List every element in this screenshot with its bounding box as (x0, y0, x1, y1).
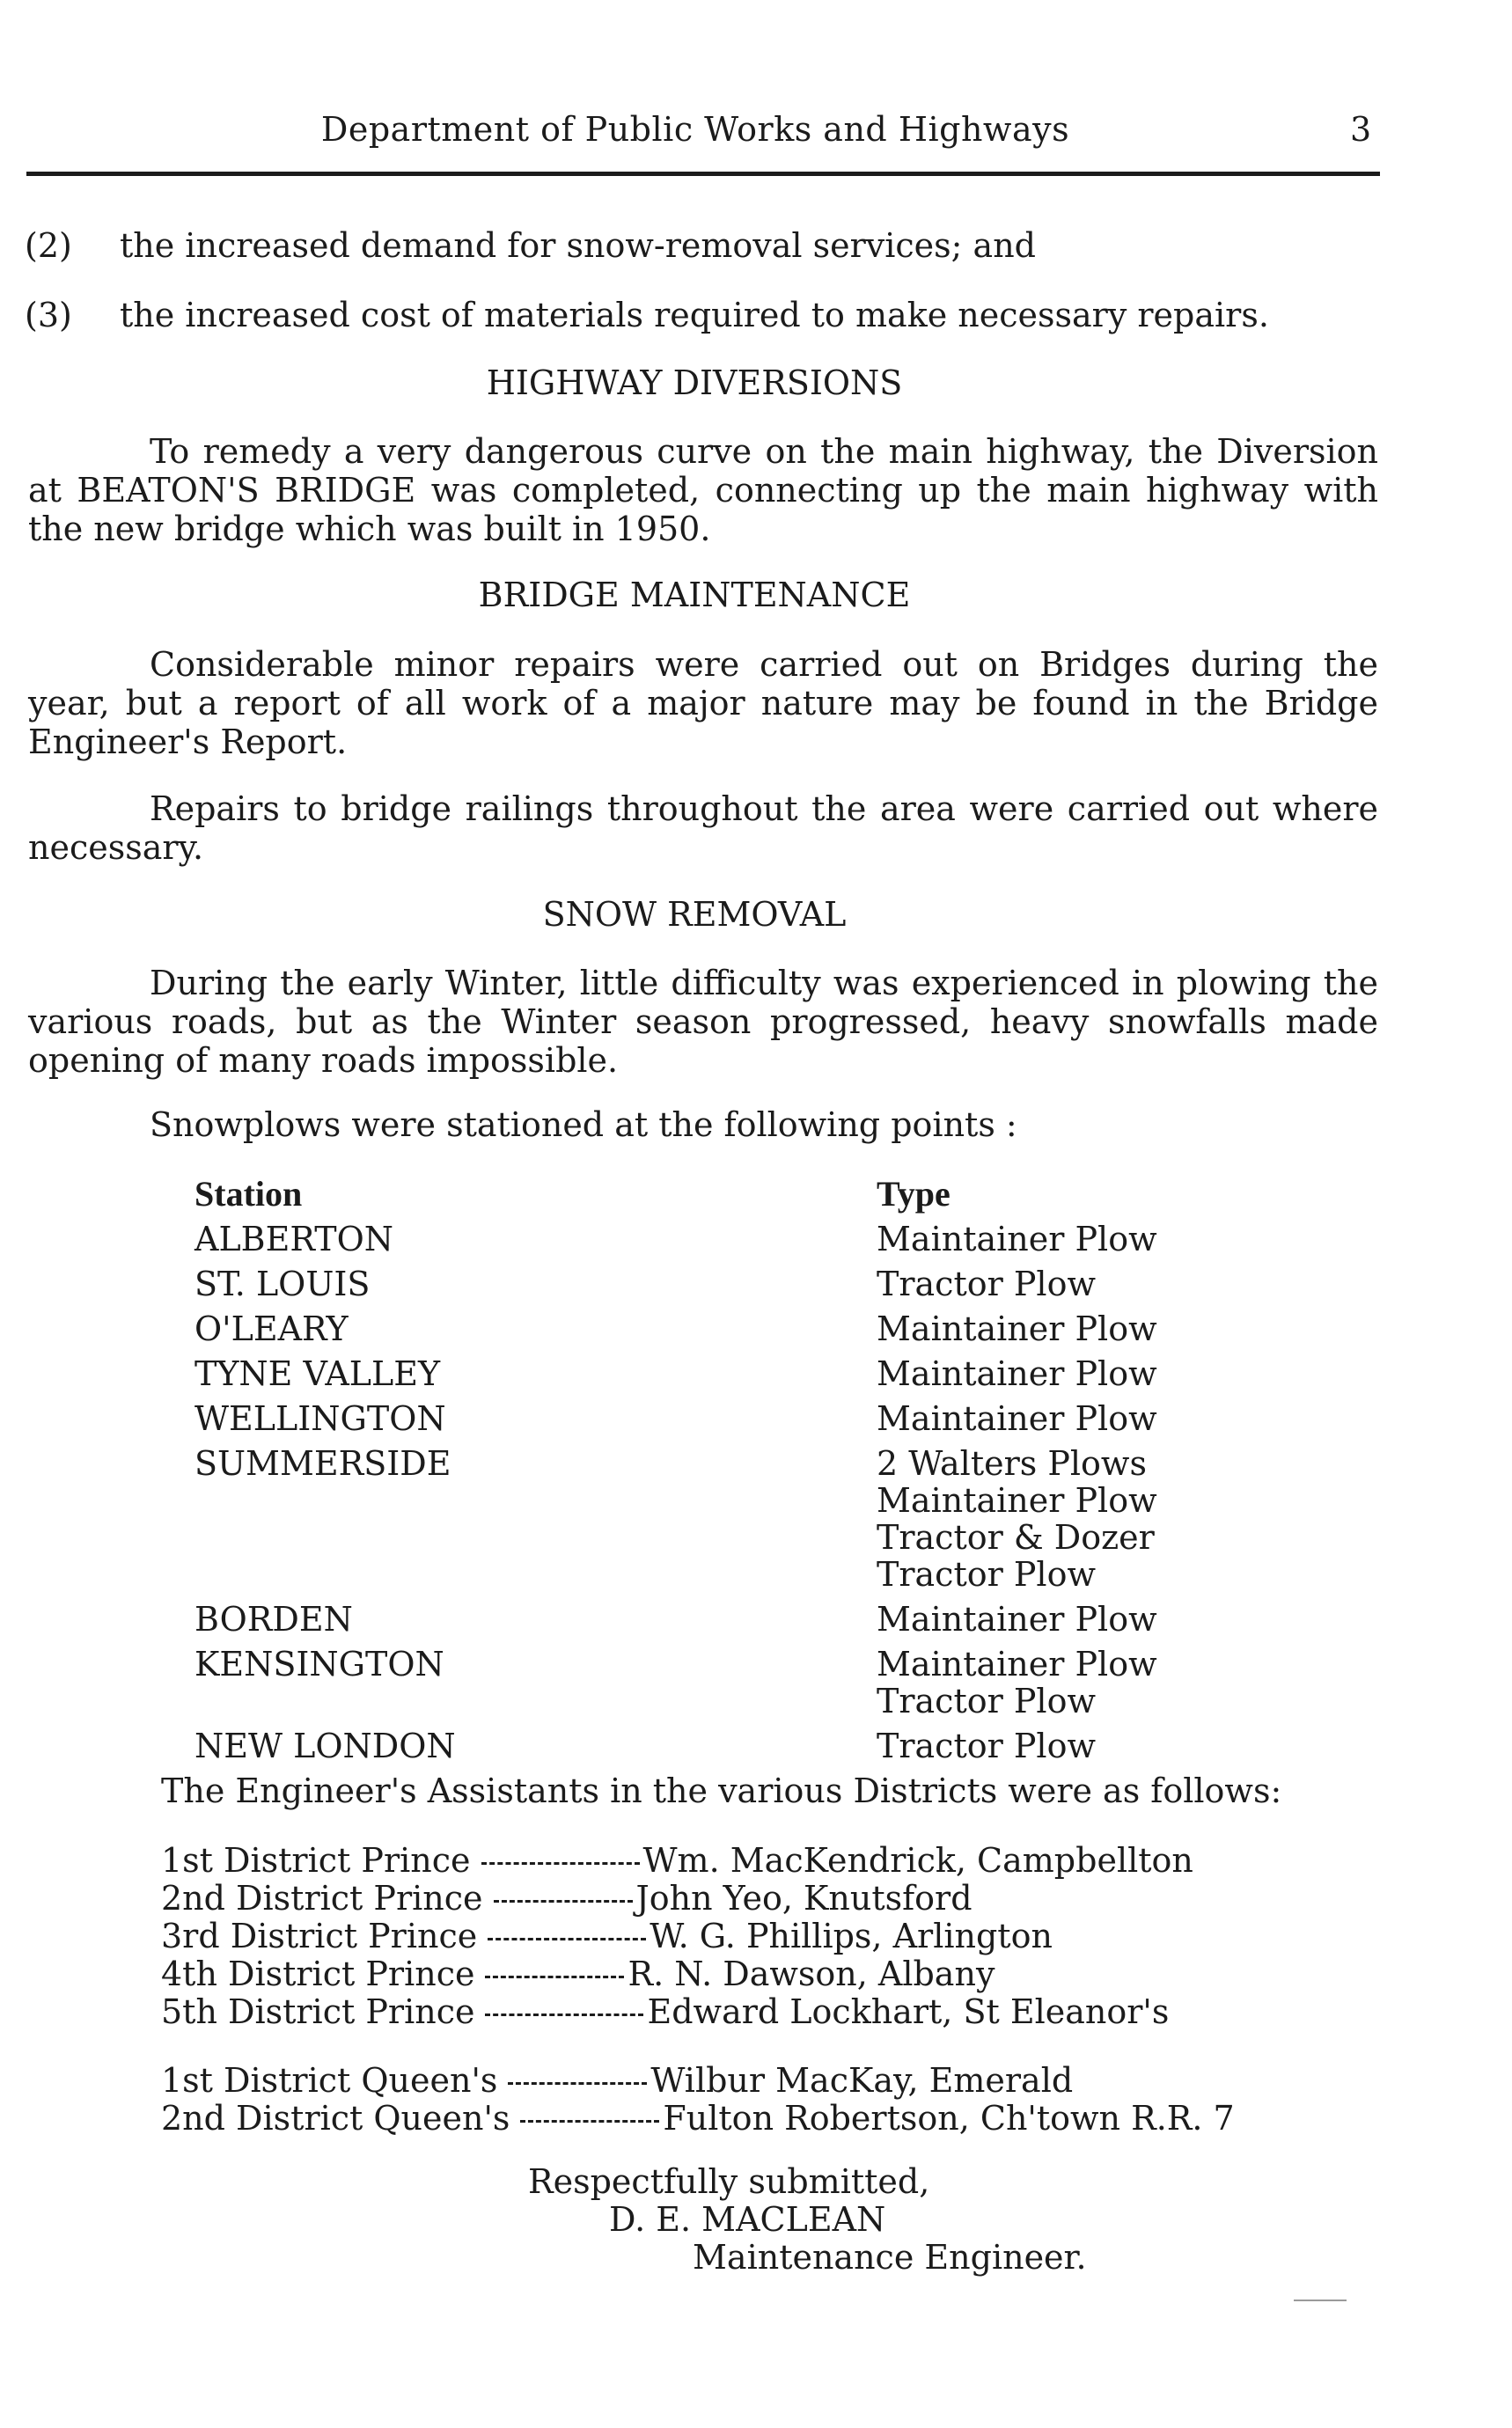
item-text: the increased cost of materials required to make necessary repairs. (120, 296, 1269, 334)
signer-title: Maintenance Engineer. (693, 2238, 1087, 2277)
district-name: 2nd District Queen's (161, 2099, 510, 2138)
assistants-intro: The Engineer's Assistants in the various Districts were as follows: (161, 1771, 1282, 1810)
leader-dots (488, 1938, 646, 1940)
type-cell: Maintainer Plow (877, 1645, 1157, 1683)
item-number: (3) (25, 296, 72, 334)
paragraph: To remedy a very dangerous curve on the main highway, the Diversion at BEATON'S BRIDGE was completed, connecting up the main highway with the new bridge which was built in 1950. (28, 432, 1378, 548)
signer-name: D. E. MACLEAN (609, 2200, 886, 2239)
type-cell: Tractor Plow (877, 1265, 1096, 1303)
leader-dots (485, 1976, 624, 1978)
column-header-station: Station (195, 1174, 303, 1214)
district-row (161, 1955, 995, 1993)
type-cell: Maintainer Plow (877, 1309, 1157, 1348)
station-cell: ST. LOUIS (195, 1265, 371, 1303)
paragraph: Repairs to bridge railings throughout the area were carried out where necessary. (28, 789, 1378, 867)
scan-mark (1294, 2300, 1347, 2301)
district-name: 2nd District Prince (161, 1879, 483, 1918)
assistant-name: W. G. Phillips, Arlington (650, 1917, 1053, 1955)
assistant-name: Fulton Robertson, Ch'town R.R. 7 (663, 2099, 1235, 2138)
station-cell: NEW LONDON (195, 1727, 456, 1765)
leader-dots (485, 2014, 643, 2016)
assistant-name: John Yeo, Knutsford (635, 1879, 973, 1918)
station-cell: BORDEN (195, 1600, 353, 1639)
leader-dots (508, 2082, 647, 2085)
paragraph: Snowplows were stationed at the following points : (150, 1105, 1017, 1144)
leader-dots (481, 1862, 640, 1865)
section-heading (0, 895, 1512, 934)
station-cell: KENSINGTON (195, 1645, 444, 1683)
type-cell: Tractor & Dozer (877, 1518, 1155, 1557)
closing-text: Respectfully submitted, (528, 2162, 930, 2201)
type-cell: Maintainer Plow (877, 1600, 1157, 1639)
type-cell: Tractor Plow (877, 1555, 1096, 1594)
assistant-name: Edward Lockhart, St Eleanor's (647, 1992, 1170, 2031)
type-cell: Tractor Plow (877, 1727, 1096, 1765)
paragraph: Considerable minor repairs were carried out on Bridges during the year, but a report of all work of a major nature may be found in the Bridge Engineer's Report. (28, 645, 1378, 761)
station-cell: O'LEARY (195, 1309, 349, 1348)
type-cell: 2 Walters Plows (877, 1444, 1147, 1483)
paragraph: During the early Winter, little difficulty was experienced in plowing the various roads, but as the Winter season progressed, heavy snowfalls made opening of many roads impossible. (28, 964, 1378, 1080)
district-name: 1st District Prince (161, 1841, 471, 1880)
assistant-name: Wm. MacKendrick, Campbellton (642, 1841, 1193, 1880)
district-row (161, 1992, 1169, 2031)
station-cell: ALBERTON (195, 1220, 394, 1258)
type-cell: Maintainer Plow (877, 1354, 1157, 1393)
district-name: 3rd District Prince (161, 1917, 478, 1955)
page-number: 3 (1350, 110, 1372, 149)
section-heading (0, 576, 1512, 614)
assistant-name: R. N. Dawson, Albany (628, 1955, 995, 1993)
district-row (161, 1917, 1053, 1955)
district-row (161, 1879, 973, 1918)
station-cell: TYNE VALLEY (195, 1354, 441, 1393)
header-title-text: Department of Public Works and Highways (320, 110, 1070, 149)
district-row (161, 1841, 1193, 1880)
section-heading (0, 363, 1512, 402)
assistant-name: Wilbur MacKay, Emerald (650, 2061, 1074, 2100)
district-row (161, 2099, 1235, 2138)
district-name: 1st District Queen's (161, 2061, 498, 2100)
heading-text: BRIDGE MAINTENANCE (478, 576, 911, 614)
station-cell: WELLINGTON (195, 1399, 446, 1438)
type-cell: Maintainer Plow (877, 1220, 1157, 1258)
station-cell: SUMMERSIDE (195, 1444, 451, 1483)
heading-text: SNOW REMOVAL (542, 895, 847, 934)
type-cell: Tractor Plow (877, 1682, 1096, 1720)
district-row (161, 2061, 1073, 2100)
page-header-title (0, 110, 1512, 149)
item-number: (2) (25, 226, 72, 265)
type-cell: Maintainer Plow (877, 1481, 1157, 1520)
type-cell: Maintainer Plow (877, 1399, 1157, 1438)
district-name: 5th District Prince (161, 1992, 475, 2031)
header-rule (26, 172, 1380, 176)
heading-text: HIGHWAY DIVERSIONS (486, 363, 903, 402)
column-header-type: Type (877, 1174, 951, 1214)
district-name: 4th District Prince (161, 1955, 475, 1993)
item-text: the increased demand for snow-removal services; and (120, 226, 1037, 265)
leader-dots (494, 1900, 633, 1903)
leader-dots (520, 2120, 659, 2123)
